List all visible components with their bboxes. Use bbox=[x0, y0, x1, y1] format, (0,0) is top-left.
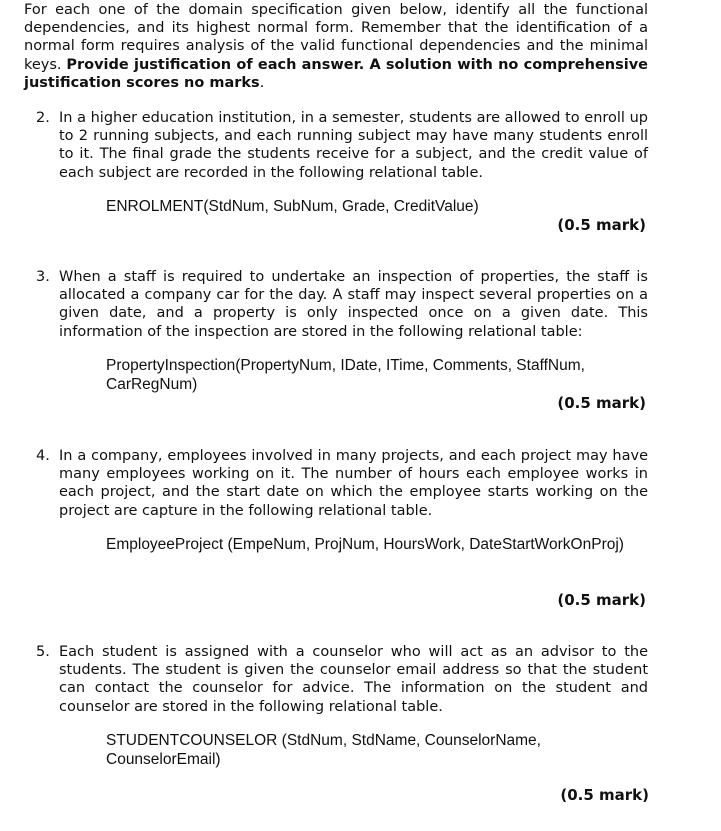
question-3 bbox=[36, 268, 648, 341]
instructions-end: . bbox=[259, 74, 265, 91]
question-4-mark: (0.5 mark) bbox=[557, 591, 646, 609]
question-2-schema: ENROLMENT(StdNum, SubNum, Grade, CreditValue) bbox=[106, 198, 479, 215]
instructions-paragraph bbox=[24, 1, 648, 92]
question-number: 3. bbox=[36, 269, 50, 285]
question-number: 5. bbox=[36, 644, 50, 660]
instructions-text: For each one of the domain specification given below, identify all the functional dependencies, and its highest normal form. Remember that the identification of a normal form requires analysis of the valid functional dependencies and the minimal keys. bbox=[24, 2, 648, 73]
question-number: 4. bbox=[36, 448, 50, 464]
question-text: In a company, employees involved in many projects, and each project may have many employees working on it. The number of hours each employee works in each project, and the start date on which the employee starts working on the project are capture in the following relational table. bbox=[59, 448, 648, 519]
question-5-schema: STUDENTCOUNSELOR (StdNum, StdName, CounselorName, CounselorEmail) bbox=[106, 732, 541, 768]
instructions-bold-text: Provide justification of each answer. A solution with no comprehensive justification scores no marks bbox=[24, 56, 648, 91]
question-4-schema: EmployeeProject (EmpeNum, ProjNum, HoursWork, DateStartWorkOnProj) bbox=[106, 536, 624, 553]
question-2 bbox=[36, 109, 648, 182]
question-3-mark: (0.5 mark) bbox=[557, 394, 646, 412]
question-number: 2. bbox=[36, 110, 50, 126]
question-5 bbox=[36, 643, 648, 716]
question-5-mark: (0.5 mark) bbox=[560, 786, 649, 804]
question-2-mark: (0.5 mark) bbox=[557, 216, 646, 234]
question-text: Each student is assigned with a counselor who will act as an advisor to the students. The student is given the counselor email address so that the student can contact the counselor for advice. The information on the student and counselor are stored in the following relational table. bbox=[59, 644, 648, 715]
question-text: In a higher education institution, in a semester, students are allowed to enroll up to 2 running subjects, and each running subject may have many students enroll to it. The final grade the students receive for a subject, and the credit value of each subject are recorded in the following relational table. bbox=[59, 110, 648, 181]
question-text: When a staff is required to undertake an inspection of properties, the staff is allocated a company car for the day. A staff may inspect several properties on a given date, and a property is only inspected once on a given date. This information of the inspection are stored in the following relational table: bbox=[59, 269, 648, 340]
question-4 bbox=[36, 447, 648, 520]
question-3-schema: PropertyInspection(PropertyNum, IDate, ITime, Comments, StaffNum, CarRegNum) bbox=[106, 357, 585, 393]
